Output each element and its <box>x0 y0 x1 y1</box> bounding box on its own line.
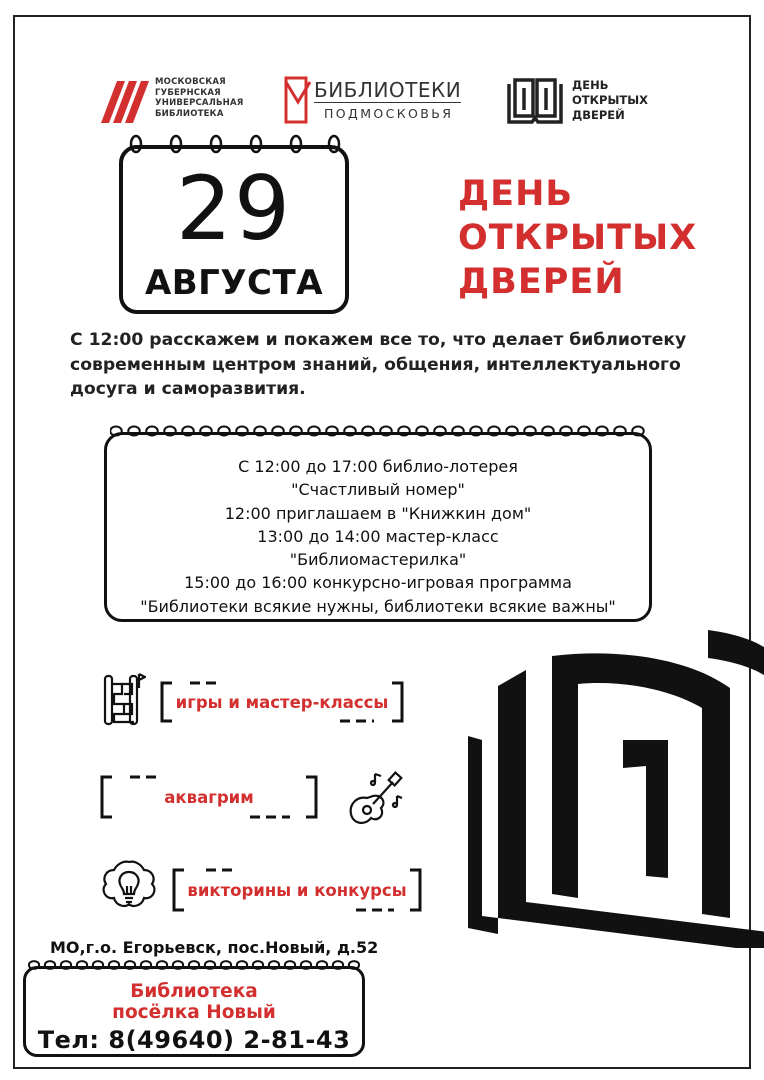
chain-link <box>308 427 320 436</box>
schedule-line: 12:00 приглашаем в "Книжкин дом" <box>224 503 532 523</box>
chain-link <box>344 427 356 436</box>
chain-link <box>125 961 135 969</box>
guitar-icon <box>345 768 407 828</box>
chain-link <box>416 427 428 436</box>
chain-link <box>272 427 284 436</box>
chain-link <box>614 427 626 436</box>
chain-link <box>326 427 338 436</box>
chain-link <box>333 961 343 969</box>
chain-link <box>109 961 119 969</box>
library-name <box>26 981 362 1023</box>
chain-decoration <box>28 958 360 972</box>
chain-link <box>362 427 374 436</box>
library-name-line: Библиотека <box>130 981 258 1002</box>
chain-link <box>200 427 212 436</box>
calendar-rings-icon <box>122 134 346 154</box>
chain-link <box>236 427 248 436</box>
quiz-label: викторины и конкурсы <box>187 880 407 900</box>
schedule-list <box>107 455 649 618</box>
open-doors-logo-line: ОТКРЫТЫХ <box>572 92 648 107</box>
date-calendar <box>119 145 349 314</box>
board-game-icon <box>102 670 146 728</box>
open-doors-logo-line: ДЕНЬ <box>572 77 609 92</box>
schedule-line: "Счастливый номер" <box>291 480 465 500</box>
chain-link <box>398 427 410 436</box>
open-book-icon <box>506 76 564 124</box>
mgub-logo-line: МОСКОВСКАЯ <box>155 77 226 87</box>
schedule-line: "Библиотеки всякие нужны, библиотеки всякие важны" <box>140 596 616 616</box>
chain-link <box>506 427 518 436</box>
chain-link <box>290 427 302 436</box>
event-title <box>458 172 697 304</box>
chain-link <box>221 961 231 969</box>
phone-number[interactable]: Тел: 8(49640) 2-81-43 <box>37 1026 351 1054</box>
chain-link <box>560 427 572 436</box>
chain-link <box>317 961 327 969</box>
chain-link <box>253 961 263 969</box>
chain-link <box>632 427 644 436</box>
chain-link <box>434 427 446 436</box>
chain-link <box>452 427 464 436</box>
mgub-logo-line: УНИВЕРСАЛЬНАЯ <box>155 98 244 108</box>
open-doors-logo-line: ДВЕРЕЙ <box>572 107 625 122</box>
open-book-decoration-icon <box>468 628 764 948</box>
event-title-line: ОТКРЫТЫХ <box>458 218 698 258</box>
chain-link <box>29 961 39 969</box>
aquagrim-label: аквагрим <box>164 787 254 807</box>
chain-link <box>254 427 266 436</box>
chain-link <box>141 961 151 969</box>
chain-link <box>205 961 215 969</box>
schedule-line: 13:00 до 14:00 мастер-класс <box>257 526 499 546</box>
chain-link <box>470 427 482 436</box>
games-badge <box>160 681 404 723</box>
calendar-day: 29 <box>176 157 292 260</box>
chain-link <box>301 961 311 969</box>
event-title-line: ДЕНЬ <box>458 174 574 214</box>
schedule-line: "Библиомастерилка" <box>289 550 467 570</box>
chain-link <box>524 427 536 436</box>
bibl-logo-subtitle: ПОДМОСКОВЬЯ <box>324 106 454 121</box>
chain-link <box>488 427 500 436</box>
chain-link <box>285 961 295 969</box>
aquagrim-badge <box>100 775 318 819</box>
chain-link <box>269 961 279 969</box>
bibl-logo-icon <box>284 76 312 124</box>
chain-link <box>218 427 230 436</box>
chain-link <box>578 427 590 436</box>
schedule-box <box>104 432 652 622</box>
mgub-logo-icon <box>95 73 149 123</box>
games-label: игры и мастер-классы <box>175 692 389 712</box>
library-name-line: посёлка Новый <box>112 1002 276 1023</box>
chain-link <box>128 427 140 436</box>
chain-link <box>77 961 87 969</box>
address: МО,г.о. Егорьевск, пос.Новый, д.52 <box>50 938 379 957</box>
mgub-logo-line: БИБЛИОТЕКА <box>155 108 224 119</box>
chain-link <box>173 961 183 969</box>
chain-link <box>93 961 103 969</box>
quiz-badge <box>172 868 422 912</box>
mgub-logo-line: ГУБЕРНСКАЯ <box>155 87 221 98</box>
lightbulb-idea-icon <box>100 858 158 916</box>
chain-link <box>189 961 199 969</box>
chain-link <box>182 427 194 436</box>
open-doors-logo <box>506 76 648 124</box>
chain-link <box>237 961 247 969</box>
chain-decoration <box>110 423 645 439</box>
calendar-month: АВГУСТА <box>144 263 324 303</box>
chain-link <box>110 427 122 436</box>
chain-link <box>380 427 392 436</box>
bibl-logo <box>284 76 461 124</box>
chain-link <box>596 427 608 436</box>
chain-link <box>349 961 359 969</box>
event-title-line: ДВЕРЕЙ <box>458 262 625 302</box>
chain-link <box>164 427 176 436</box>
chain-link <box>542 427 554 436</box>
contact-box <box>23 966 365 1057</box>
intro-text: С 12:00 расскажем и покажем все то, что делает библиотеку современным центром знаний, общения, интеллектуального досуга и саморазвития. <box>70 330 687 399</box>
chain-link <box>45 961 55 969</box>
schedule-line: С 12:00 до 17:00 библио-лотерея <box>238 457 518 476</box>
chain-link <box>146 427 158 436</box>
chain-link <box>61 961 71 969</box>
schedule-line: 15:00 до 16:00 конкурсно-игровая программа <box>184 573 572 593</box>
bibl-logo-title: БИБЛИОТЕКИ <box>314 78 462 102</box>
mgub-logo <box>95 73 244 123</box>
chain-link <box>157 961 167 969</box>
